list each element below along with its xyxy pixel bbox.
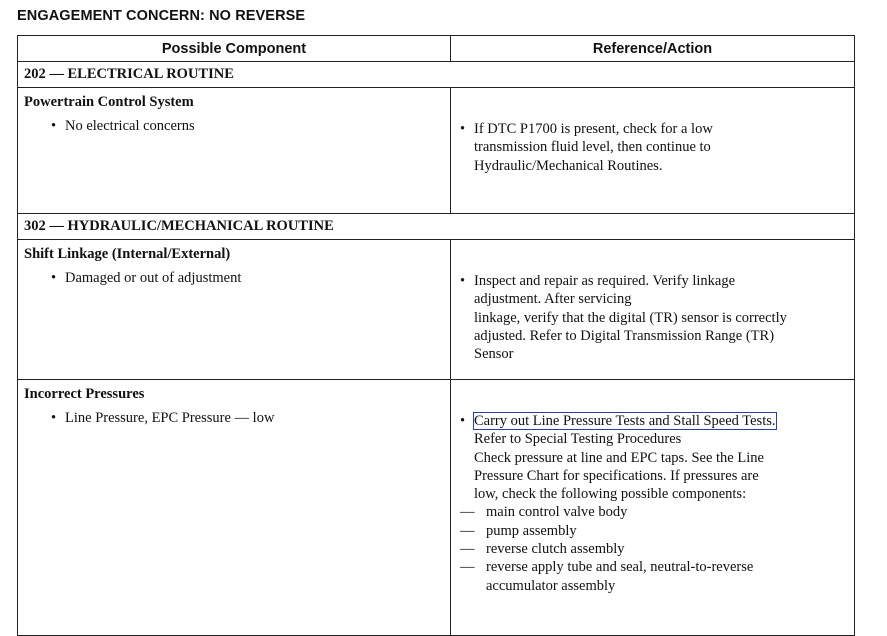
- bullet-icon: •: [51, 410, 57, 426]
- diagnosis-table: [17, 35, 855, 636]
- table-row: [18, 240, 855, 380]
- action-cell: [451, 380, 855, 636]
- action-item: [460, 412, 846, 430]
- component-item-text: Line Pressure, EPC Pressure — low: [65, 410, 275, 426]
- list-item-text: reverse apply tube and seal, neutral-to-reverse: [486, 559, 754, 576]
- page-title: ENGAGEMENT CONCERN: NO REVERSE: [17, 8, 306, 24]
- component-item-text: Damaged or out of adjustment: [65, 270, 242, 286]
- bullet-icon: •: [460, 273, 466, 289]
- action-line: adjusted. Refer to Digital Transmission Range (TR): [474, 327, 775, 344]
- dash-icon: —: [460, 559, 475, 576]
- action-line: If DTC P1700 is present, check for a low: [474, 121, 713, 137]
- section-electrical-routine: 202 — ELECTRICAL ROUTINE: [18, 62, 855, 88]
- section-row: [18, 214, 855, 240]
- bullet-icon: •: [51, 118, 57, 134]
- header-row: [18, 36, 855, 62]
- action-line: low, check the following possible components:: [474, 486, 747, 503]
- table-row: [18, 88, 855, 214]
- action-line: Refer to Special Testing Procedures: [474, 431, 682, 448]
- header-reference-action: Reference/Action: [451, 36, 855, 62]
- action-item: [460, 272, 846, 290]
- list-item: [460, 558, 846, 576]
- action-line: Inspect and repair as required. Verify linkage: [474, 273, 736, 289]
- list-item-text: pump assembly: [486, 522, 577, 539]
- component-item: [18, 111, 450, 135]
- component-cell: [18, 240, 451, 380]
- table-row: [18, 380, 855, 636]
- component-item-text: No electrical concerns: [65, 118, 195, 134]
- action-line: Pressure Chart for specifications. If pressures are: [474, 467, 759, 484]
- list-item-text: main control valve body: [486, 504, 628, 521]
- list-item: [460, 540, 846, 558]
- action-line: transmission fluid level, then continue to: [474, 139, 711, 156]
- list-item: [460, 503, 846, 521]
- bullet-icon: •: [460, 121, 466, 137]
- list-item: [460, 522, 846, 540]
- list-item-text: reverse clutch assembly: [486, 541, 625, 558]
- component-item: [18, 263, 450, 287]
- action-line: linkage, verify that the digital (TR) sensor is correctly: [474, 309, 787, 326]
- line-pressure-tests-link[interactable]: Carry out Line Pressure Tests and Stall Speed Tests.: [474, 413, 776, 429]
- action-item: [460, 120, 846, 138]
- component-cell: [18, 380, 451, 636]
- component-cell: [18, 88, 451, 214]
- action-line: adjustment. After servicing: [474, 291, 632, 308]
- section-hydraulic-mechanical-routine: 302 — HYDRAULIC/MECHANICAL ROUTINE: [18, 214, 855, 240]
- action-cell: [451, 88, 855, 214]
- dash-icon: —: [460, 504, 475, 521]
- component-title: Shift Linkage (Internal/External): [24, 246, 231, 262]
- action-line: Check pressure at line and EPC taps. See the Line: [474, 449, 764, 466]
- section-row: [18, 62, 855, 88]
- component-title: Powertrain Control System: [24, 94, 194, 110]
- list-item-continuation: accumulator assembly: [486, 577, 616, 594]
- component-item: [18, 403, 450, 427]
- dash-icon: —: [460, 522, 475, 539]
- action-line: Hydraulic/Mechanical Routines.: [474, 157, 663, 174]
- dash-icon: —: [460, 541, 475, 558]
- bullet-icon: •: [460, 413, 466, 429]
- header-possible-component: Possible Component: [18, 36, 451, 62]
- component-title: Incorrect Pressures: [24, 386, 145, 402]
- action-cell: [451, 240, 855, 380]
- bullet-icon: •: [51, 270, 57, 286]
- action-line: Sensor: [474, 346, 514, 363]
